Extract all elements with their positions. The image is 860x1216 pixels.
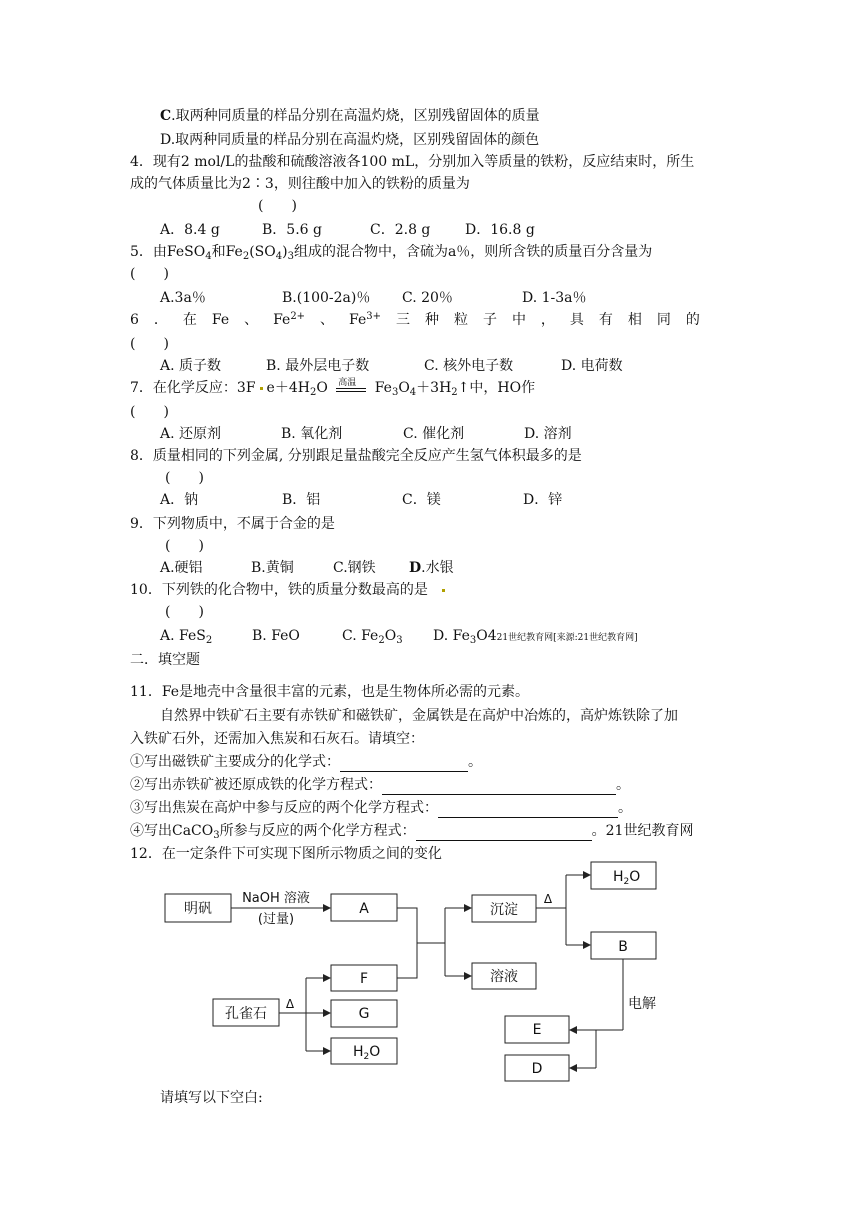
q4-option-a: A．8.4 g <box>160 222 220 238</box>
q12-instruction: 请填写以下空白: <box>160 1090 263 1106</box>
q11-sub1: ①写出磁铁矿主要成分的化学式： 。 <box>130 754 482 770</box>
q11-stem-line3: 入铁矿石外，还需加入焦炭和石灰石。请填空： <box>130 731 424 747</box>
q6-option-d: D. 电荷数 <box>561 358 623 374</box>
box-d-label: D <box>531 1061 543 1077</box>
naoh-label: NaOH 溶液 <box>242 891 310 906</box>
q10-option-c: C. $Fe_2O_3$ <box>342 628 403 646</box>
q9-answer-paren: ( ) <box>165 538 204 554</box>
q5-option-b: B.(100-2a)％ <box>282 290 371 306</box>
box-f-label: F <box>359 971 369 987</box>
section-heading: 二．填空题 <box>130 652 200 668</box>
q4-answer-paren: ( ) <box>258 198 297 214</box>
q9-option-d: D.水银 <box>409 560 454 576</box>
q9-option-b: B.黄铜 <box>251 560 294 576</box>
q5-stem: 5．由FeSO$_4$和$Fe_2(SO_4)_3$组成的混合物中，含硫为a％，则所含铁的质量百分含量为 <box>130 244 653 262</box>
q5-option-a: A.3a％ <box>160 290 206 306</box>
q8-answer-paren: ( ) <box>165 470 204 486</box>
q10-option-a: A. FeS$_2$ <box>160 628 213 646</box>
q9-option-c: C.钢铁 <box>333 560 376 576</box>
q7-stem: 7．在化学反应：3F $e+4H_2O$ 高温 $Fe_3O_4+3H_2↑$中，HO作 <box>130 378 536 398</box>
q7-answer-paren: ( ) <box>130 404 169 420</box>
q8-option-d: D．锌 <box>523 492 563 508</box>
precipitate-label: 沉淀 <box>490 902 518 918</box>
q4-stem-line1: 4．现有2 mol/L的盐酸和硫酸溶液各100 mL，分别加入等质量的铁粉，反应结束时，所生 <box>130 154 695 170</box>
q8-option-c: C．镁 <box>402 492 441 508</box>
q10-answer-paren: ( ) <box>165 604 204 620</box>
q3-option-c: C.取两种同质量的样品分别在高温灼烧，区别残留固体的质量 <box>160 108 540 124</box>
solution-label: 溶液 <box>490 969 518 985</box>
q5-answer-paren: ( ) <box>130 266 169 282</box>
q4-stem-line2: 成的气体质量比为2∶3，则往酸中加入的铁粉的质量为 <box>130 176 470 192</box>
q12-stem: 12．在一定条件下可实现下图所示物质之间的变化 <box>130 846 442 862</box>
electrolysis-label: 电解 <box>628 996 656 1012</box>
q4-option-c: C．2.8 g <box>370 222 431 238</box>
q10-option-d: D. $Fe_3O421$世纪教育网[来源:21世纪教育网] <box>433 628 638 646</box>
q11-sub2: ②写出赤铁矿被还原成铁的化学方程式： 。 <box>130 777 630 793</box>
water-bottom-label: $H_2O$ <box>353 1044 381 1062</box>
q11-sub3: ③写出焦炭在高炉中参与反应的两个化学方程式： 。 <box>130 800 632 816</box>
q11-sub4: ④写出CaCO$_3$所参与反应的两个化学方程式： 。21世纪教育网 <box>130 823 694 841</box>
q6-option-b: B. 最外层电子数 <box>266 358 370 374</box>
q7-option-a: A. 还原剂 <box>160 426 222 442</box>
q6-answer-paren: ( ) <box>130 336 169 352</box>
alum-label: 明矾 <box>184 901 212 917</box>
q7-option-d: D. 溶剂 <box>524 426 572 442</box>
q11-stem-line1: 11．Fe是地壳中含量很丰富的元素，也是生物体所必需的元素。 <box>130 684 530 700</box>
q6-stem: 6 ． 在 Fe 、 $Fe^{2+}$ 、 $Fe^{3+}$ 三 种 粒 子 中 ， 具 有 相 同 的 <box>130 311 700 328</box>
q7-option-b: B. 氧化剂 <box>281 426 343 442</box>
heat-label: Δ <box>543 892 553 906</box>
box-g-label: G <box>358 1006 370 1022</box>
q6-option-c: C. 核外电子数 <box>424 358 514 374</box>
box-b-label: B <box>618 939 628 955</box>
excess-label: (过量) <box>257 912 295 927</box>
box-a-label: A <box>359 901 369 917</box>
q5-option-d: D. 1-3a％ <box>522 290 587 306</box>
q8-stem: 8．质量相同的下列金属, 分别跟足量盐酸完全反应产生氢气体积最多的是 <box>130 448 582 464</box>
box-e-label: E <box>532 1022 542 1038</box>
q9-option-a: A.硬铝 <box>160 560 203 576</box>
q3-option-d: D.取两种同质量的样品分别在高温灼烧，区别残留固体的颜色 <box>160 132 540 148</box>
q8-option-b: B．铝 <box>282 492 321 508</box>
q10-stem: 10．下列铁的化合物中，铁的质量分数最高的是 <box>130 580 449 600</box>
q8-option-a: A．钠 <box>160 492 199 508</box>
q5-option-c: C. 20％ <box>402 290 453 306</box>
q10-option-b: B. FeO <box>252 628 300 644</box>
q7-option-c: C. 催化剂 <box>403 426 465 442</box>
q4-option-b: B．5.6 g <box>262 222 322 238</box>
heat-label-2: Δ <box>285 997 295 1011</box>
q4-option-d: D．16.8 g <box>465 222 535 238</box>
malachite-label: 孔雀石 <box>225 1006 267 1022</box>
q6-option-a: A. 质子数 <box>160 358 222 374</box>
water-top-label: $H_2O$ <box>613 869 641 887</box>
q9-stem: 9．下列物质中，不属于合金的是 <box>130 516 335 532</box>
q11-stem-line2: 自然界中铁矿石主要有赤铁矿和磁铁矿，金属铁是在高炉中冶炼的，高炉炼铁除了加 <box>160 708 678 724</box>
high-temp-condition: 高温 <box>336 382 366 392</box>
